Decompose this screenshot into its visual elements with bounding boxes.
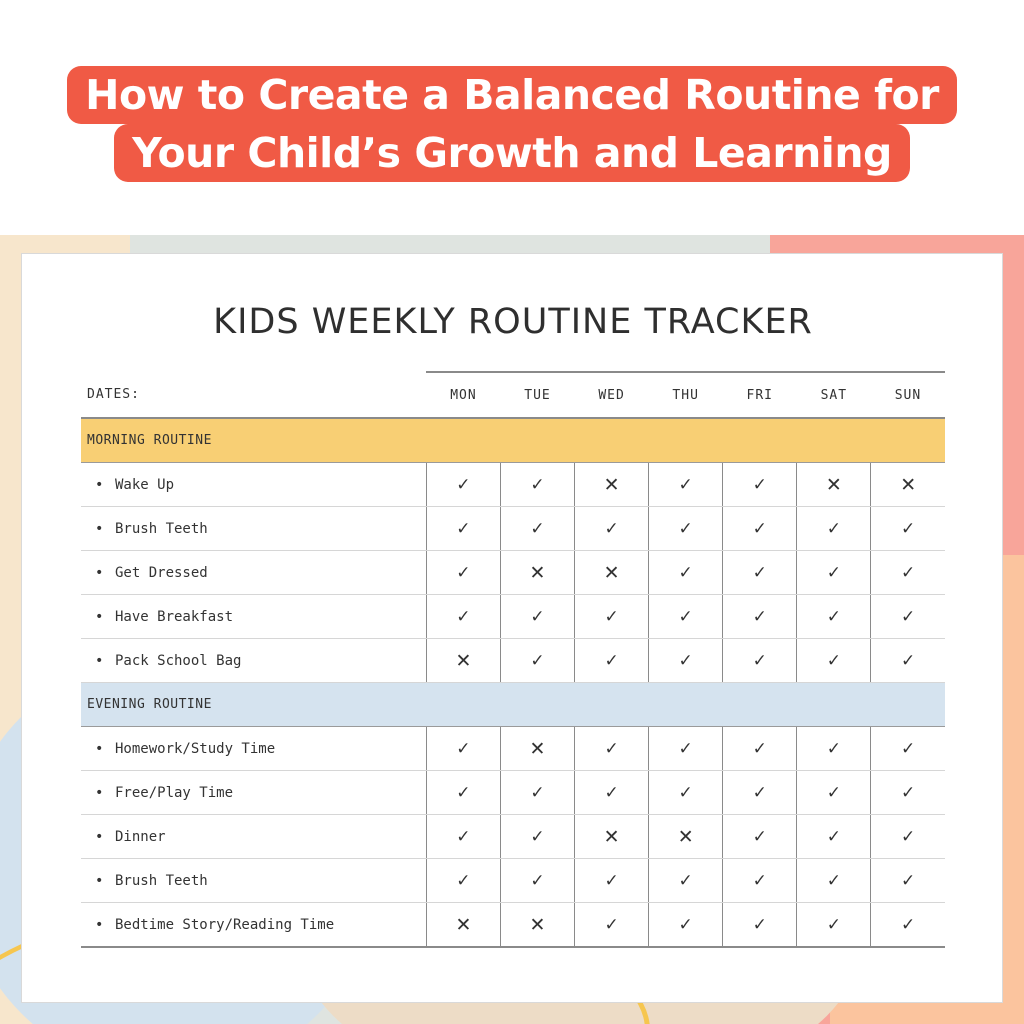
cross-mark-icon: ✕	[426, 903, 500, 948]
check-mark-icon: ✓	[797, 859, 871, 903]
check-mark-icon: ✓	[797, 903, 871, 948]
check-mark-icon: ✓	[871, 771, 945, 815]
check-mark-icon: ✓	[797, 595, 871, 639]
cross-mark-icon: ✕	[575, 815, 649, 859]
check-mark-icon: ✓	[723, 727, 797, 771]
day-header: SAT	[797, 372, 871, 418]
task-row	[81, 639, 945, 683]
check-mark-icon: ✓	[500, 771, 574, 815]
task-cell	[81, 771, 426, 815]
cross-mark-icon: ✕	[649, 815, 723, 859]
check-mark-icon: ✓	[649, 771, 723, 815]
task-name: Wake Up	[115, 476, 175, 493]
task-cell	[81, 639, 426, 683]
check-mark-icon: ✓	[500, 463, 574, 507]
cross-mark-icon: ✕	[500, 551, 574, 595]
task-row	[81, 903, 945, 948]
check-mark-icon: ✓	[871, 815, 945, 859]
check-mark-icon: ✓	[575, 771, 649, 815]
bullet-icon: •	[95, 520, 104, 537]
check-mark-icon: ✓	[575, 727, 649, 771]
task-row	[81, 463, 945, 507]
task-row	[81, 507, 945, 551]
check-mark-icon: ✓	[871, 727, 945, 771]
dates-label: DATES:	[81, 372, 426, 418]
task-name: Homework/Study Time	[115, 740, 276, 757]
day-header: WED	[575, 372, 649, 418]
headline-text-2: Your Child’s Growth and Learning	[114, 124, 910, 182]
check-mark-icon: ✓	[575, 859, 649, 903]
bullet-icon: •	[95, 564, 104, 581]
check-mark-icon: ✓	[871, 507, 945, 551]
check-mark-icon: ✓	[723, 639, 797, 683]
task-name: Brush Teeth	[115, 520, 208, 537]
check-mark-icon: ✓	[871, 859, 945, 903]
cross-mark-icon: ✕	[426, 639, 500, 683]
check-mark-icon: ✓	[426, 551, 500, 595]
day-header: SUN	[871, 372, 945, 418]
check-mark-icon: ✓	[649, 859, 723, 903]
day-header: THU	[649, 372, 723, 418]
check-mark-icon: ✓	[797, 551, 871, 595]
task-row	[81, 815, 945, 859]
check-mark-icon: ✓	[871, 639, 945, 683]
check-mark-icon: ✓	[500, 639, 574, 683]
check-mark-icon: ✓	[797, 639, 871, 683]
task-name: Pack School Bag	[115, 652, 242, 669]
bullet-icon: •	[95, 872, 104, 889]
check-mark-icon: ✓	[871, 595, 945, 639]
task-name: Free/Play Time	[115, 784, 234, 801]
cross-mark-icon: ✕	[575, 551, 649, 595]
check-mark-icon: ✓	[426, 727, 500, 771]
cross-mark-icon: ✕	[575, 463, 649, 507]
check-mark-icon: ✓	[575, 507, 649, 551]
task-cell	[81, 507, 426, 551]
cross-mark-icon: ✕	[500, 727, 574, 771]
check-mark-icon: ✓	[500, 815, 574, 859]
task-name: Brush Teeth	[115, 872, 208, 889]
check-mark-icon: ✓	[649, 463, 723, 507]
task-row	[81, 595, 945, 639]
cross-mark-icon: ✕	[500, 903, 574, 948]
check-mark-icon: ✓	[723, 859, 797, 903]
check-mark-icon: ✓	[723, 903, 797, 948]
day-header: FRI	[723, 372, 797, 418]
check-mark-icon: ✓	[797, 815, 871, 859]
section-label: MORNING ROUTINE	[81, 418, 945, 463]
check-mark-icon: ✓	[575, 595, 649, 639]
check-mark-icon: ✓	[649, 595, 723, 639]
check-mark-icon: ✓	[797, 507, 871, 551]
day-header: MON	[426, 372, 500, 418]
check-mark-icon: ✓	[426, 595, 500, 639]
check-mark-icon: ✓	[723, 463, 797, 507]
section-header-row	[81, 418, 945, 463]
day-header: TUE	[500, 372, 574, 418]
check-mark-icon: ✓	[723, 815, 797, 859]
routine-table-body	[81, 418, 945, 947]
check-mark-icon: ✓	[575, 639, 649, 683]
check-mark-icon: ✓	[500, 595, 574, 639]
task-name: Bedtime Story/Reading Time	[115, 916, 335, 933]
check-mark-icon: ✓	[500, 859, 574, 903]
headline-text-1: How to Create a Balanced Routine for	[67, 66, 957, 124]
routine-worksheet	[21, 253, 1003, 1003]
check-mark-icon: ✓	[426, 815, 500, 859]
task-name: Have Breakfast	[115, 608, 234, 625]
check-mark-icon: ✓	[649, 727, 723, 771]
task-cell	[81, 595, 426, 639]
bullet-icon: •	[95, 608, 104, 625]
check-mark-icon: ✓	[723, 507, 797, 551]
check-mark-icon: ✓	[426, 463, 500, 507]
check-mark-icon: ✓	[426, 771, 500, 815]
task-row	[81, 551, 945, 595]
headline-line-1	[0, 66, 1024, 124]
routine-table	[81, 371, 945, 948]
task-row	[81, 727, 945, 771]
check-mark-icon: ✓	[649, 551, 723, 595]
section-header-row	[81, 683, 945, 727]
bullet-icon: •	[95, 784, 104, 801]
task-cell	[81, 859, 426, 903]
task-cell	[81, 551, 426, 595]
task-row	[81, 859, 945, 903]
bullet-icon: •	[95, 740, 104, 757]
bullet-icon: •	[95, 652, 104, 669]
task-cell	[81, 463, 426, 507]
cross-mark-icon: ✕	[871, 463, 945, 507]
task-row	[81, 771, 945, 815]
section-label: EVENING ROUTINE	[81, 683, 945, 727]
bullet-icon: •	[95, 828, 104, 845]
worksheet-title: KIDS WEEKLY ROUTINE TRACKER	[213, 302, 813, 342]
check-mark-icon: ✓	[649, 903, 723, 948]
check-mark-icon: ✓	[426, 507, 500, 551]
check-mark-icon: ✓	[723, 551, 797, 595]
check-mark-icon: ✓	[797, 771, 871, 815]
check-mark-icon: ✓	[797, 727, 871, 771]
bullet-icon: •	[95, 916, 104, 933]
check-mark-icon: ✓	[575, 903, 649, 948]
task-name: Dinner	[115, 828, 166, 845]
check-mark-icon: ✓	[723, 771, 797, 815]
cross-mark-icon: ✕	[797, 463, 871, 507]
bullet-icon: •	[95, 476, 104, 493]
task-cell	[81, 727, 426, 771]
table-header-row	[81, 372, 945, 418]
check-mark-icon: ✓	[871, 903, 945, 948]
check-mark-icon: ✓	[871, 551, 945, 595]
check-mark-icon: ✓	[649, 639, 723, 683]
check-mark-icon: ✓	[723, 595, 797, 639]
task-cell	[81, 903, 426, 948]
check-mark-icon: ✓	[500, 507, 574, 551]
check-mark-icon: ✓	[426, 859, 500, 903]
headline-line-2	[0, 124, 1024, 182]
check-mark-icon: ✓	[649, 507, 723, 551]
task-cell	[81, 815, 426, 859]
task-name: Get Dressed	[115, 564, 208, 581]
